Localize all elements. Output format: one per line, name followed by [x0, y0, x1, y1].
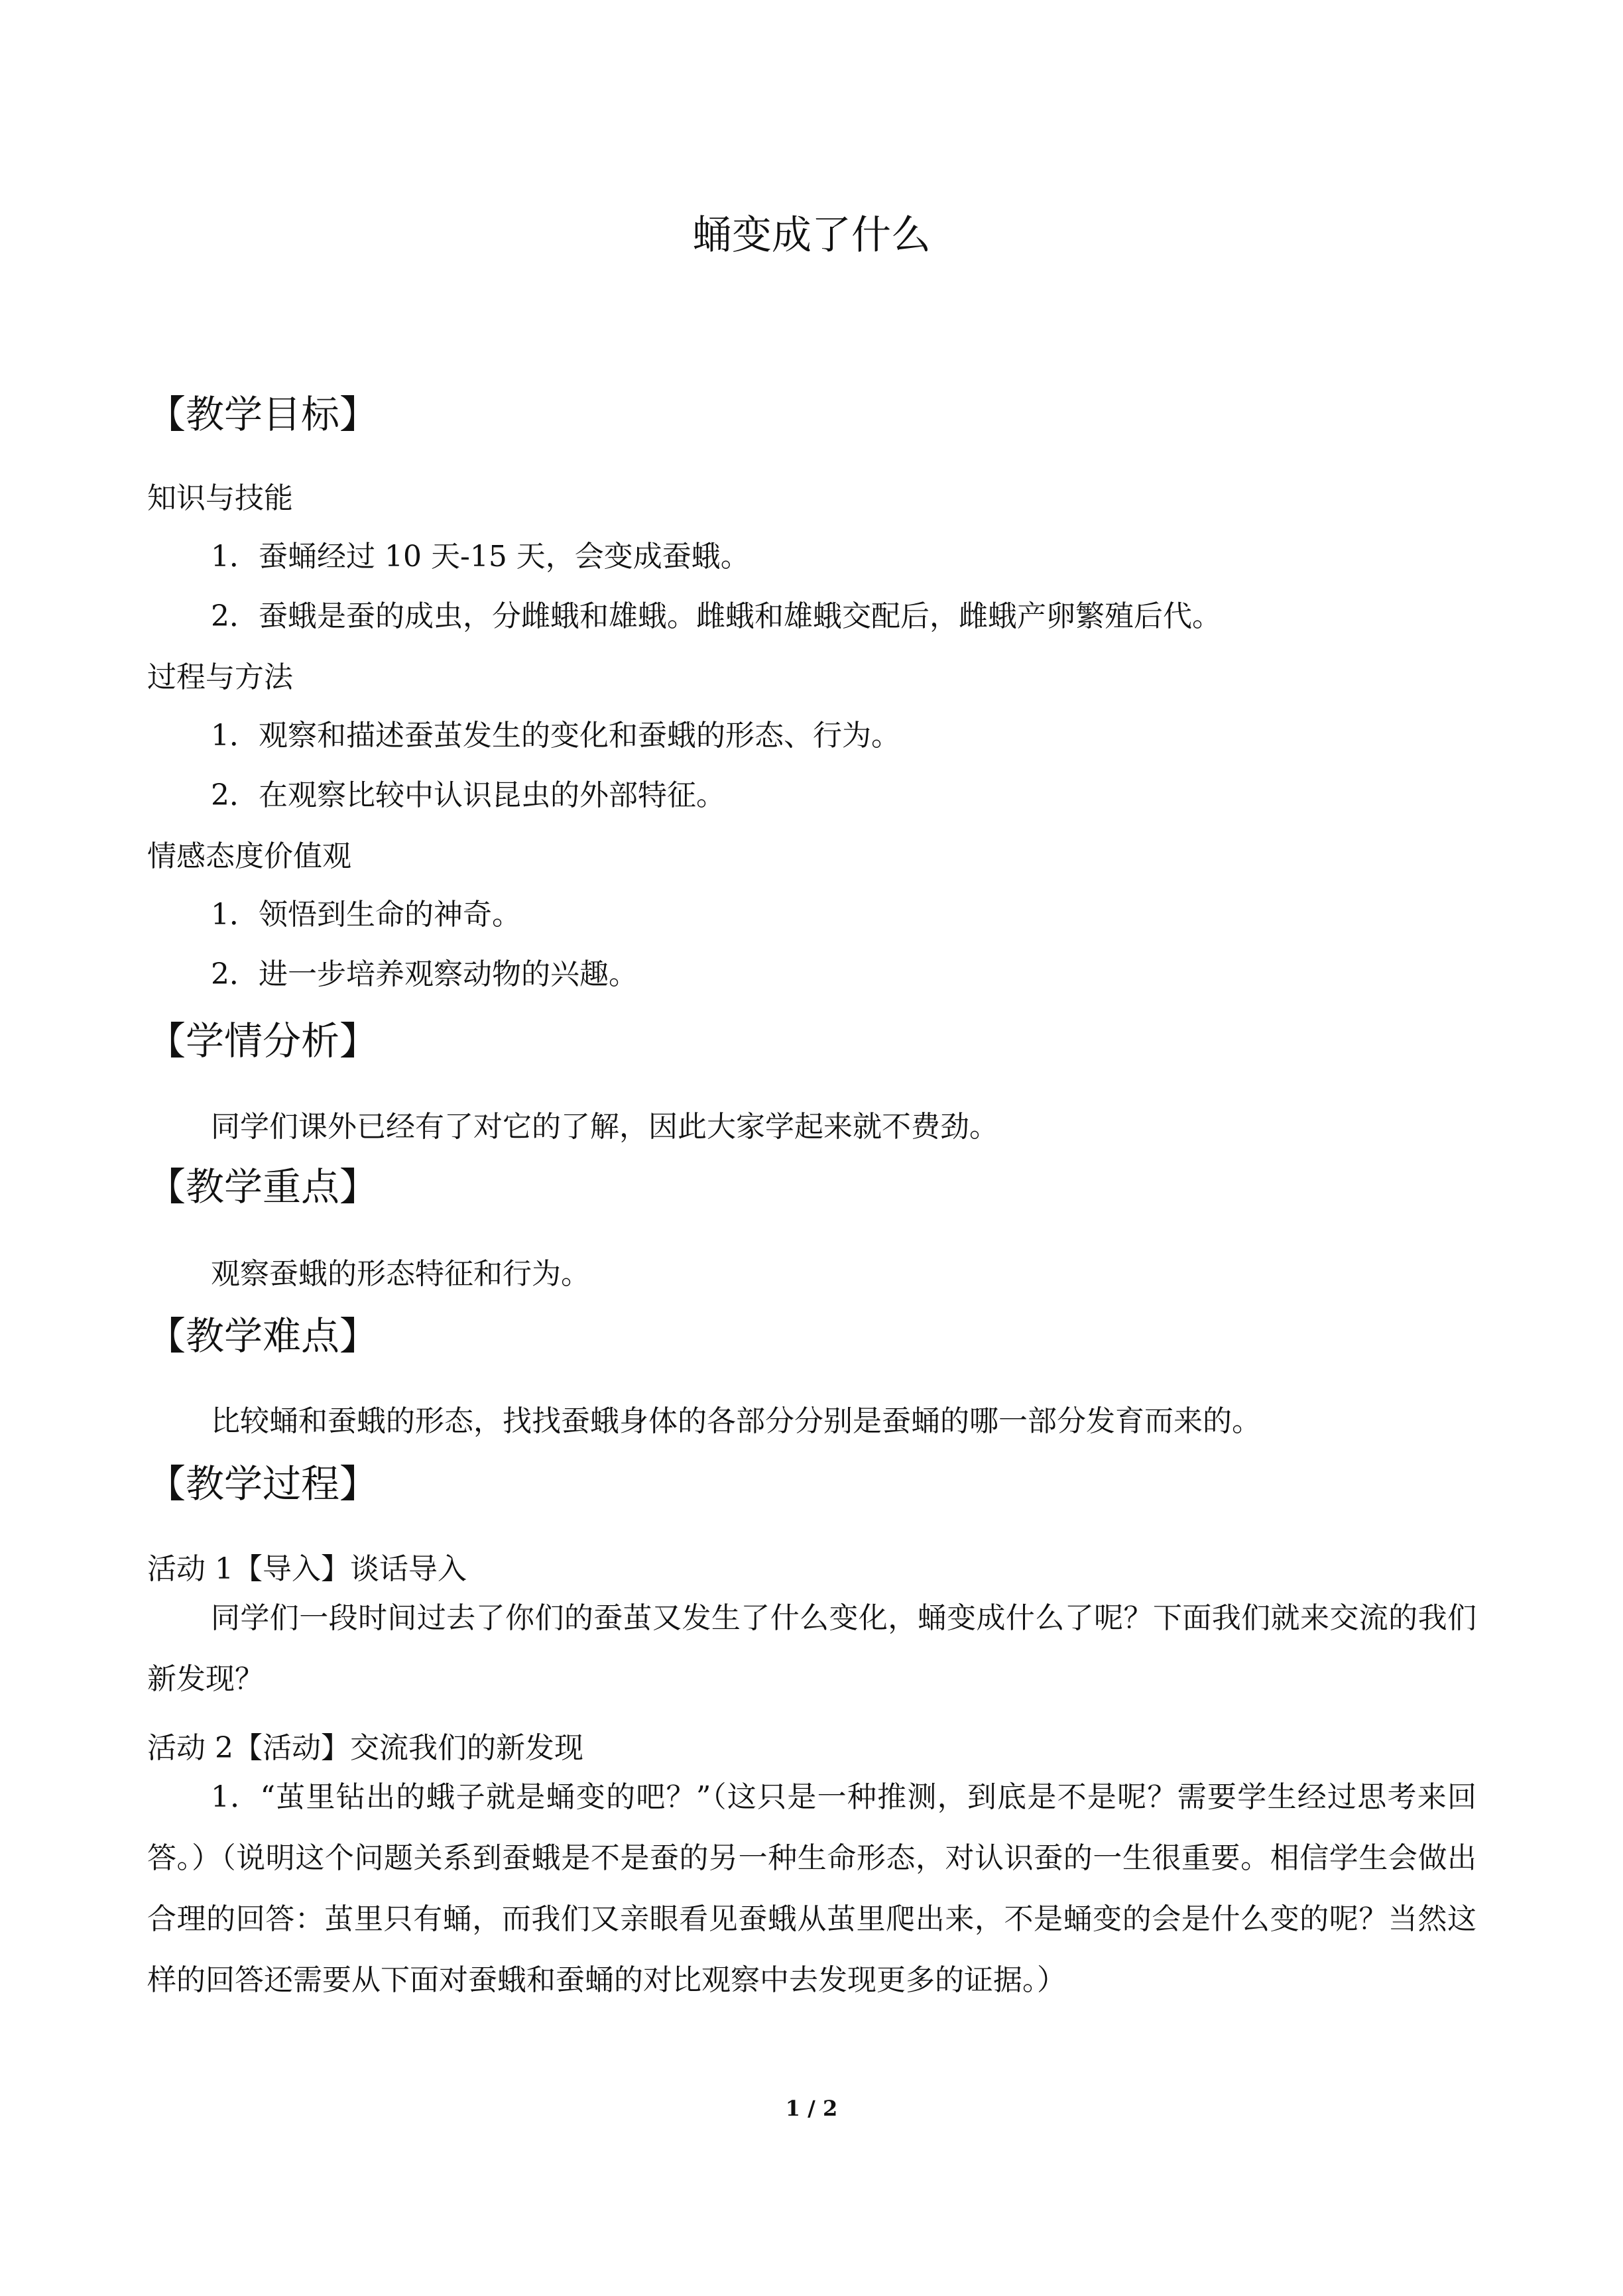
page-number: 1 / 2	[785, 2096, 838, 2121]
activity-2-text: 1．“茧里钻出的蛾子就是蛹变的吧？”（这只是一种推测，到底是不是呢？需要学生经过思考来回答。）（说明这个问题关系到蚕蛾是不是蚕的另一种生命形态，对认识蚕的一生很重要。相信学生会做出合理的回答：茧里只有蛹，而我们又亲眼看见蚕蛾从茧里爬出来，不是蛹变的会是什么变的呢？当然这样的回答还需要从下面对蚕蛾和蚕蛹的对比观察中去发现更多的证据。）	[147, 1780, 1476, 1997]
activity-2-label: 活动 2【活动】交流我们的新发现	[147, 1731, 583, 1765]
knowledge-item-1: 1．蚕蛹经过 10 天-15 天，会变成蚕蛾。	[211, 540, 750, 574]
process-item-2: 2．在观察比较中认识昆虫的外部特征。	[211, 778, 725, 812]
activity-1-text: 同学们一段时间过去了你们的蚕茧又发生了什么变化，蛹变成什么了呢？下面我们就来交流的我们新发现？	[147, 1601, 1476, 1696]
heading-difficulties: 【教学难点】	[147, 1313, 379, 1359]
student-analysis-text: 同学们课外已经有了对它的了解，因此大家学起来就不费劲。	[211, 1110, 998, 1144]
subheading-emotion-values: 情感态度价值观	[147, 839, 351, 873]
subheading-process-methods: 过程与方法	[147, 660, 293, 694]
process-item-1: 1．观察和描述蚕茧发生的变化和蚕蛾的形态、行为。	[211, 719, 900, 753]
heading-key-points: 【教学重点】	[147, 1164, 379, 1209]
knowledge-item-2: 2．蚕蛾是蚕的成虫，分雌蛾和雄蛾。雌蛾和雄蛾交配后，雌蛾产卵繁殖后代。	[211, 599, 1221, 633]
emotion-item-1: 1．领悟到生命的神奇。	[211, 898, 521, 932]
subheading-knowledge-skills: 知识与技能	[147, 481, 293, 515]
heading-teaching-process: 【教学过程】	[147, 1461, 379, 1506]
document-title: 蛹变成了什么	[692, 212, 931, 259]
heading-teaching-objectives: 【教学目标】	[147, 392, 379, 437]
key-points-text: 观察蚕蛾的形态特征和行为。	[211, 1257, 590, 1291]
difficulties-text: 比较蛹和蚕蛾的形态，找找蚕蛾身体的各部分分别是蚕蛹的哪一部分发育而来的。	[211, 1404, 1261, 1438]
heading-student-analysis: 【学情分析】	[147, 1018, 379, 1063]
activity-1-label: 活动 1【导入】谈话导入	[147, 1552, 467, 1586]
emotion-item-2: 2．进一步培养观察动物的兴趣。	[211, 957, 638, 991]
